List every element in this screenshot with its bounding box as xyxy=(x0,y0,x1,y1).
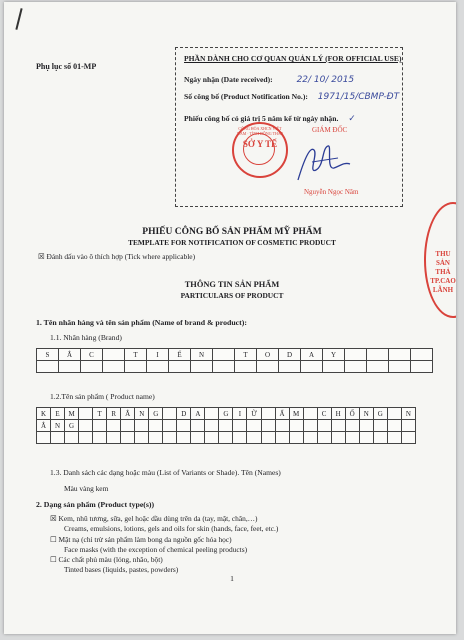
letter-cell xyxy=(303,420,317,432)
letter-cell xyxy=(93,432,107,444)
official-use-title: PHẦN DÀNH CHO CƠ QUAN QUẢN LÝ (FOR OFFICIAL USE) xyxy=(184,54,402,63)
letter-cell xyxy=(79,420,93,432)
letter-cell xyxy=(81,361,103,373)
letter-cell xyxy=(107,420,121,432)
letter-cell xyxy=(367,361,389,373)
checked-box-icon: ☒ xyxy=(38,252,45,261)
letter-cell: E xyxy=(51,408,65,420)
letter-cell xyxy=(387,432,401,444)
page-number: 1 xyxy=(230,574,234,583)
letter-cell xyxy=(65,432,79,444)
letter-cell xyxy=(279,361,301,373)
letter-cell xyxy=(205,432,219,444)
letter-cell: D xyxy=(177,408,191,420)
grid-row xyxy=(37,432,416,444)
letter-cell xyxy=(301,361,323,373)
product-name-letter-grid xyxy=(36,407,416,444)
product-type-option-tinted-bases: ☐ Các chất phủ màu (lỏng, nhão, bột) xyxy=(50,555,163,564)
letter-cell: N xyxy=(359,408,373,420)
letter-cell: N xyxy=(401,408,415,420)
letter-cell: G xyxy=(65,420,79,432)
letter-cell: C xyxy=(317,408,331,420)
letter-cell xyxy=(219,432,233,444)
letter-cell xyxy=(51,432,65,444)
letter-cell: Ẩ xyxy=(275,408,289,420)
letter-cell: Ắ xyxy=(37,420,51,432)
letter-cell xyxy=(79,408,93,420)
empty-box-icon: ☐ xyxy=(50,535,57,544)
empty-box-icon: ☐ xyxy=(50,555,57,564)
letter-cell: M xyxy=(289,408,303,420)
letter-cell: N xyxy=(135,408,149,420)
letter-cell xyxy=(191,432,205,444)
letter-cell xyxy=(345,349,367,361)
letter-cell: K xyxy=(37,408,51,420)
letter-cell xyxy=(289,432,303,444)
letter-cell xyxy=(213,361,235,373)
side-stamp-text: THU SẢN THẢ TP.CAO LÃNH xyxy=(430,250,456,294)
validity-label: Phiếu công bố có giá trị 5 năm kể từ ngày nhận. xyxy=(184,114,339,123)
grid-row xyxy=(37,408,416,420)
date-received-label: Ngày nhận (Date received): xyxy=(184,75,273,84)
letter-cell xyxy=(261,432,275,444)
letter-cell xyxy=(331,432,345,444)
letter-cell xyxy=(37,432,51,444)
letter-cell xyxy=(191,420,205,432)
letter-cell xyxy=(163,432,177,444)
letter-cell xyxy=(387,420,401,432)
particulars-title: THÔNG TIN SẢN PHẨM xyxy=(184,280,280,289)
letter-cell xyxy=(121,432,135,444)
letter-cell xyxy=(125,361,147,373)
letter-cell: G xyxy=(149,408,163,420)
product-type-option-creams: ☒ Kem, nhũ tương, sữa, gel hoặc dầu dùng trên da (tay, mặt, chân,…) xyxy=(50,514,258,523)
tick-instruction-text: Đánh dấu vào ô thích hợp (Tick where applicable) xyxy=(46,252,196,261)
letter-cell xyxy=(103,361,125,373)
product-name-label: 1.2.Tên sản phẩm ( Product name) xyxy=(50,392,155,401)
letter-cell xyxy=(331,420,345,432)
director-title: GIÁM ĐỐC xyxy=(312,126,348,134)
product-type-option-tinted-bases-en: Tinted bases (liquids, pastes, powders) xyxy=(64,565,179,574)
director-signature xyxy=(294,140,354,188)
letter-cell xyxy=(247,432,261,444)
letter-cell xyxy=(317,420,331,432)
letter-cell xyxy=(303,408,317,420)
brand-label: 1.1. Nhãn hàng (Brand) xyxy=(50,333,122,342)
notification-number-row xyxy=(184,92,399,102)
letter-cell: Ắ xyxy=(121,408,135,420)
product-type-option-creams-en: Creams, emulsions, lotions, gels and oils for skin (hands, face, feet, etc.) xyxy=(64,524,279,533)
letter-cell: I xyxy=(147,349,169,361)
letter-cell xyxy=(389,361,411,373)
letter-cell xyxy=(367,349,389,361)
letter-cell xyxy=(163,420,177,432)
letter-cell: M xyxy=(65,408,79,420)
section2-heading: 2. Dạng sản phẩm (Product type(s)) xyxy=(36,500,155,509)
variants-label: 1.3. Danh sách các dạng hoặc màu (List of Variants or Shade). Tên (Names) xyxy=(50,468,281,477)
letter-cell xyxy=(261,408,275,420)
appendix-label: Phụ lục số 01-MP xyxy=(36,62,97,71)
letter-cell xyxy=(149,420,163,432)
grid-row xyxy=(37,420,416,432)
letter-cell xyxy=(261,420,275,432)
grid-row xyxy=(37,349,433,361)
letter-cell xyxy=(149,432,163,444)
section1-heading: 1. Tên nhãn hàng và tên sản phẩm (Name of brand & product): xyxy=(36,318,247,327)
official-use-box xyxy=(175,47,403,207)
letter-cell: Ố xyxy=(345,408,359,420)
letter-cell xyxy=(387,408,401,420)
document-title: PHIẾU CÔNG BỐ SẢN PHẨM MỸ PHẨM xyxy=(142,227,322,237)
letter-cell xyxy=(177,432,191,444)
letter-cell xyxy=(303,432,317,444)
letter-cell: O xyxy=(257,349,279,361)
letter-cell: Ắ xyxy=(59,349,81,361)
director-name: Nguyễn Ngọc Năm xyxy=(304,188,359,196)
letter-cell xyxy=(257,361,279,373)
date-received-row xyxy=(184,75,354,85)
letter-cell xyxy=(233,420,247,432)
grid-row xyxy=(37,361,433,373)
letter-cell xyxy=(107,432,121,444)
letter-cell: A xyxy=(191,408,205,420)
letter-cell: S xyxy=(37,349,59,361)
letter-cell: A xyxy=(301,349,323,361)
letter-cell xyxy=(59,361,81,373)
pen-mark xyxy=(15,8,22,30)
health-department-seal xyxy=(232,122,288,178)
letter-cell xyxy=(147,361,169,373)
letter-cell: T xyxy=(125,349,147,361)
letter-cell xyxy=(359,432,373,444)
letter-cell xyxy=(323,361,345,373)
letter-cell xyxy=(389,349,411,361)
letter-cell: T xyxy=(235,349,257,361)
letter-cell xyxy=(235,361,257,373)
letter-cell: T xyxy=(93,408,107,420)
letter-cell xyxy=(135,432,149,444)
document-page xyxy=(4,2,456,634)
variants-value: Màu vàng kem xyxy=(64,484,109,493)
letter-cell xyxy=(205,420,219,432)
letter-cell xyxy=(79,432,93,444)
letter-cell xyxy=(213,349,235,361)
letter-cell xyxy=(411,361,433,373)
letter-cell: H xyxy=(331,408,345,420)
letter-cell xyxy=(345,420,359,432)
letter-cell xyxy=(37,361,59,373)
letter-cell xyxy=(275,432,289,444)
letter-cell: I xyxy=(233,408,247,420)
letter-cell xyxy=(219,420,233,432)
letter-cell: Ữ xyxy=(247,408,261,420)
letter-cell: N xyxy=(51,420,65,432)
letter-cell: R xyxy=(107,408,121,420)
letter-cell xyxy=(411,349,433,361)
product-type-option-face-masks: ☐ Mặt nạ (chỉ trừ sản phẩm làm bong da nguồn gốc hóa học) xyxy=(50,535,232,544)
letter-cell xyxy=(317,432,331,444)
letter-cell xyxy=(247,420,261,432)
letter-cell xyxy=(345,361,367,373)
letter-cell: N xyxy=(191,349,213,361)
letter-cell xyxy=(345,432,359,444)
seal-ring-text: CỘNG HÒA XHCN VIỆT NAM · TỈNH ĐỒNG THÁP xyxy=(236,126,284,136)
product-type-option-face-masks-en: Face masks (with the exception of chemical peeling products) xyxy=(64,545,248,554)
letter-cell xyxy=(233,432,247,444)
side-stamp xyxy=(424,202,456,318)
date-received-value: 22/ 10/ 2015 xyxy=(296,75,355,85)
letter-cell: D xyxy=(279,349,301,361)
document-subtitle: TEMPLATE FOR NOTIFICATION OF COSMETIC PRODUCT xyxy=(128,238,336,247)
letter-cell xyxy=(205,408,219,420)
notification-number-value: 1971/15/CBMP-ĐT xyxy=(317,92,400,102)
validity-row xyxy=(184,114,356,124)
seal-center-text: SỞ Y TẾ xyxy=(242,139,278,149)
notification-number-label: Số công bố (Product Notification No.): xyxy=(184,92,308,101)
letter-cell: Ế xyxy=(169,349,191,361)
letter-cell: G xyxy=(373,408,387,420)
letter-cell xyxy=(135,420,149,432)
letter-cell xyxy=(289,420,303,432)
letter-cell: C xyxy=(81,349,103,361)
letter-cell xyxy=(373,420,387,432)
letter-cell xyxy=(121,420,135,432)
letter-cell xyxy=(359,420,373,432)
brand-letter-grid xyxy=(36,348,433,373)
letter-cell: G xyxy=(219,408,233,420)
letter-cell xyxy=(169,361,191,373)
letter-cell xyxy=(275,420,289,432)
letter-cell xyxy=(191,361,213,373)
validity-check-mark: ✓ xyxy=(348,114,356,124)
letter-cell xyxy=(401,420,415,432)
letter-cell: Y xyxy=(323,349,345,361)
checked-box-icon: ☒ xyxy=(50,514,57,523)
letter-cell xyxy=(401,432,415,444)
letter-cell xyxy=(93,420,107,432)
letter-cell xyxy=(373,432,387,444)
particulars-subtitle: PARTICULARS OF PRODUCT xyxy=(180,291,284,300)
letter-cell xyxy=(177,420,191,432)
tick-instruction xyxy=(38,252,195,261)
letter-cell xyxy=(163,408,177,420)
letter-cell xyxy=(103,349,125,361)
